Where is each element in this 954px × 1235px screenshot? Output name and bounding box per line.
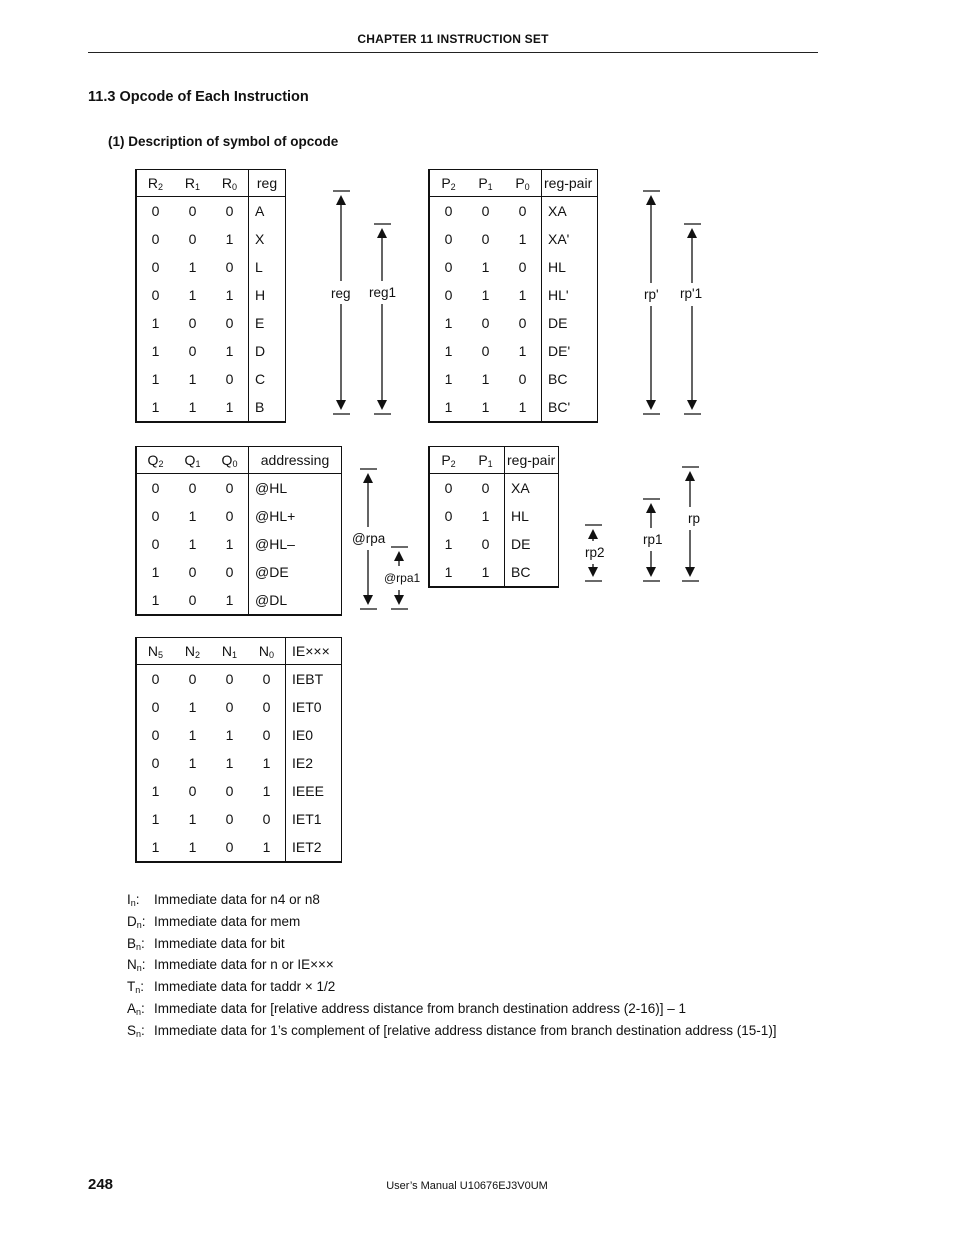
legend-item [127, 892, 320, 908]
table-header: $N_5$ [136, 638, 174, 665]
legend-key: $N_n$: [127, 957, 146, 974]
rp-prime-1-range-label: rp'1 [680, 286, 703, 301]
table-cell: 1 [225, 287, 234, 303]
legend-text: Immediate data for taddr × 1/2 [154, 979, 336, 995]
table-cell: 1 [151, 399, 160, 415]
table-cell: 1 [481, 287, 490, 303]
table-cell: 0 [225, 783, 234, 799]
table-cell: 1 [262, 755, 271, 771]
legend-item [127, 936, 285, 952]
table-cell: E [249, 309, 286, 337]
table-header: $P_1$ [467, 447, 505, 474]
table-cell: 1 [444, 343, 453, 359]
table-cell: 1 [262, 783, 271, 799]
table-header: $P_1$ [467, 170, 504, 197]
table-cell: 1 [188, 508, 197, 524]
table-cell: 1 [225, 536, 234, 552]
table-cell: 1 [188, 536, 197, 552]
table-cell: IEBT [286, 665, 342, 694]
table-cell: 0 [188, 231, 197, 247]
table-cell: 0 [225, 699, 234, 715]
rpa1-range-label: @rpa1 [384, 571, 421, 585]
table-cell: 0 [444, 480, 453, 496]
table-cell: 0 [444, 231, 453, 247]
table-header: $P_2$ [429, 447, 467, 474]
table-cell: 0 [225, 508, 234, 524]
table-header: IE××× [286, 638, 342, 665]
rp2-range-label: rp2 [585, 545, 605, 560]
table-cell: D [249, 337, 286, 365]
table-cell: 1 [481, 508, 490, 524]
table-cell: 1 [225, 399, 234, 415]
table-cell: 0 [151, 203, 160, 219]
table-cell: 1 [188, 287, 197, 303]
table-cell: 1 [225, 755, 234, 771]
legend-item [127, 914, 300, 930]
table-cell: DE [505, 530, 559, 558]
legend-key: $D_n$: [127, 913, 146, 930]
table-cell: 1 [444, 536, 453, 552]
table-header: reg-pair [542, 170, 598, 197]
table-cell: 0 [444, 287, 453, 303]
legend-text: Immediate data for [relative address distance from branch destination address (2-16)] – 1 [154, 1001, 687, 1016]
table-cell: 0 [151, 259, 160, 275]
table-cell: 0 [151, 508, 160, 524]
table-cell: 0 [188, 671, 197, 687]
table-cell: HL [505, 502, 559, 530]
table-cell: 0 [518, 315, 527, 331]
table-cell: 1 [225, 727, 234, 743]
table-cell: 0 [444, 508, 453, 524]
table-cell: 0 [151, 480, 160, 496]
table-cell: 0 [262, 699, 271, 715]
table-cell: 1 [188, 371, 197, 387]
table-cell: 1 [481, 371, 490, 387]
table-header: $Q_1$ [174, 447, 211, 474]
table-cell: @DE [249, 558, 342, 586]
legend-text: Immediate data for bit [154, 935, 285, 951]
table-cell: IE0 [286, 721, 342, 749]
table-cell: HL' [542, 281, 598, 309]
table-cell: HL [542, 253, 598, 281]
table-cell: 0 [262, 727, 271, 743]
table-cell: 1 [481, 564, 490, 580]
table-cell: 1 [188, 727, 197, 743]
chapter-header: CHAPTER 11 INSTRUCTION SET [357, 32, 549, 46]
table-cell: 1 [151, 371, 160, 387]
table-cell: BC [505, 558, 559, 587]
table-cell: 0 [151, 231, 160, 247]
table-cell: 0 [188, 343, 197, 359]
table-cell: IEEE [286, 777, 342, 805]
table-cell: 1 [151, 315, 160, 331]
table-cell: 1 [188, 755, 197, 771]
table-header: $N_2$ [174, 638, 211, 665]
table-header: $P_0$ [504, 170, 542, 197]
table-cell: DE [542, 309, 598, 337]
table-header: $Q_2$ [136, 447, 174, 474]
table-cell: 1 [151, 564, 160, 580]
table-cell: @HL– [249, 530, 342, 558]
legend-item [127, 1001, 686, 1017]
table-cell: DE' [542, 337, 598, 365]
table-cell: 0 [225, 259, 234, 275]
table-header: $Q_0$ [211, 447, 249, 474]
table-header: reg-pair [505, 447, 559, 474]
legend-text: Immediate data for 1’s complement of [relative address distance from branch destination address (15-1)] [154, 1022, 777, 1038]
table-cell: 1 [518, 231, 527, 247]
table-cell: BC [542, 365, 598, 393]
table-cell: IET2 [286, 833, 342, 862]
table-cell: 1 [444, 564, 453, 580]
table-cell: X [249, 225, 286, 253]
legend-item [127, 979, 335, 995]
table-header: addressing [249, 447, 342, 474]
table-cell: H [249, 281, 286, 309]
table-cell: 0 [225, 564, 234, 580]
table-cell: 0 [225, 315, 234, 331]
table-cell: 0 [518, 371, 527, 387]
table-cell: 0 [262, 671, 271, 687]
table-cell: 0 [225, 671, 234, 687]
table-cell: 1 [225, 592, 234, 608]
table-cell: A [249, 197, 286, 226]
table-cell: 1 [188, 699, 197, 715]
table-cell: 0 [518, 259, 527, 275]
table-header: reg [249, 170, 286, 197]
table-cell: 1 [225, 231, 234, 247]
table-cell: 0 [225, 480, 234, 496]
table-cell: 1 [151, 811, 160, 827]
table-cell: IET1 [286, 805, 342, 833]
legend-text: Immediate data for n4 or n8 [154, 892, 320, 907]
table-cell: 0 [518, 203, 527, 219]
table-cell: 0 [481, 343, 490, 359]
table-cell: 1 [518, 287, 527, 303]
table-cell: 1 [481, 259, 490, 275]
table-cell: @HL [249, 474, 342, 503]
table-cell: 1 [188, 259, 197, 275]
table-cell: XA [542, 197, 598, 226]
table-cell: 0 [188, 315, 197, 331]
table-cell: 1 [444, 371, 453, 387]
table-cell: IET0 [286, 693, 342, 721]
table-header: $R_0$ [211, 170, 249, 197]
table-cell: 1 [188, 399, 197, 415]
table-cell: 1 [481, 399, 490, 415]
legend-key: $A_n$: [127, 1001, 145, 1017]
table-header: $N_1$ [211, 638, 248, 665]
table-cell: 0 [481, 536, 490, 552]
table-cell: 0 [188, 480, 197, 496]
table-cell: 0 [151, 727, 160, 743]
table-cell: 0 [225, 203, 234, 219]
table-cell: 0 [225, 839, 234, 855]
table-cell: 1 [151, 783, 160, 799]
table-header: $R_1$ [174, 170, 211, 197]
table-header: $R_2$ [136, 170, 174, 197]
table-cell: 1 [188, 811, 197, 827]
table-cell: 0 [225, 371, 234, 387]
table-cell: 1 [518, 343, 527, 359]
table-cell: XA' [542, 225, 598, 253]
table-cell: 0 [151, 536, 160, 552]
table-cell: L [249, 253, 286, 281]
table-cell: 0 [481, 480, 490, 496]
section-title: 11.3 Opcode of Each Instruction [88, 89, 309, 105]
table-cell: 1 [151, 343, 160, 359]
table-cell: 0 [225, 811, 234, 827]
table-cell: 0 [481, 203, 490, 219]
table-cell: B [249, 393, 286, 422]
page-number: 248 [88, 1176, 114, 1193]
legend-key: $I_n$: [127, 892, 140, 908]
rp1-range-label: rp1 [643, 532, 663, 547]
table-cell: 1 [188, 839, 197, 855]
table-cell: BC' [542, 393, 598, 422]
table-cell: 1 [151, 839, 160, 855]
table-header: $N_0$ [248, 638, 286, 665]
table-header: $P_2$ [429, 170, 467, 197]
table-cell: 1 [151, 592, 160, 608]
rp-range-label: rp [688, 511, 701, 526]
table-cell: 0 [444, 259, 453, 275]
table-cell: 0 [481, 315, 490, 331]
table-cell: 1 [262, 839, 271, 855]
table-cell: XA [505, 474, 559, 503]
subsection-title: (1) Description of symbol of opcode [108, 134, 339, 149]
table-cell: 1 [444, 315, 453, 331]
table-cell: @DL [249, 586, 342, 615]
table-cell: 0 [151, 287, 160, 303]
legend-key: $T_n$: [127, 979, 145, 996]
legend-item [127, 1023, 777, 1039]
reg-range-label: reg [331, 286, 351, 301]
legend-item [127, 957, 334, 973]
table-cell: 0 [444, 203, 453, 219]
table-cell: IE2 [286, 749, 342, 777]
legend-text: Immediate data for mem [154, 913, 301, 929]
legend-key: $B_n$: [127, 935, 145, 952]
table-cell: 0 [188, 564, 197, 580]
legend-text: Immediate data for n or IE××× [154, 957, 334, 973]
legend-key: $S_n$: [127, 1022, 145, 1039]
table-cell: 0 [151, 671, 160, 687]
table-cell: C [249, 365, 286, 393]
table-cell: 0 [188, 203, 197, 219]
table-cell: 0 [262, 811, 271, 827]
table-cell: 1 [444, 399, 453, 415]
rpa-range-label: @rpa [352, 531, 386, 546]
table-cell: 0 [188, 592, 197, 608]
reg1-range-label: reg1 [369, 285, 397, 300]
table-cell: 1 [518, 399, 527, 415]
table-cell: 1 [225, 343, 234, 359]
table-cell: 0 [188, 783, 197, 799]
table-cell: 0 [481, 231, 490, 247]
footer: User’s Manual U10676EJ3V0UM [386, 1180, 548, 1192]
rp-prime-range-label: rp' [644, 287, 659, 302]
table-cell: 0 [151, 755, 160, 771]
table-cell: @HL+ [249, 502, 342, 530]
table-cell: 0 [151, 699, 160, 715]
